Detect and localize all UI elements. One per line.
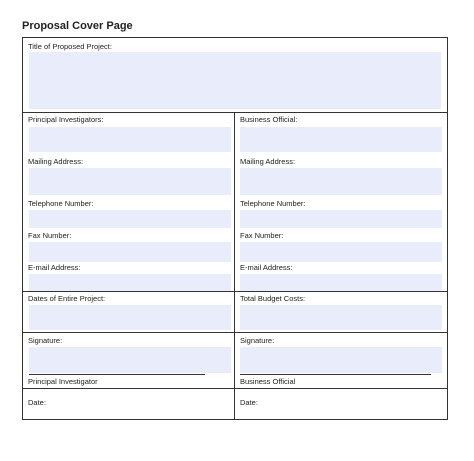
business-official-field[interactable] [240,127,442,152]
bo-date-label: Date: [240,398,258,407]
pi-signer-label: Principal Investigator [28,377,98,386]
column-divider [234,112,235,419]
page-title: Proposal Cover Page [22,20,133,32]
bo-mailing-address-field[interactable] [240,168,442,195]
principal-investigators-label: Principal Investigators: [28,115,104,124]
pi-signature-label: Signature: [28,336,63,345]
business-official-label: Business Official: [240,115,298,124]
pi-date-field[interactable] [53,393,231,415]
proposal-form [22,37,448,420]
bo-email-field[interactable] [240,274,442,291]
bo-telephone-label: Telephone Number: [240,199,306,208]
bo-telephone-field[interactable] [240,210,442,228]
bo-mailing-address-label: Mailing Address: [240,157,296,166]
pi-signature-line [29,374,205,375]
project-title-field[interactable] [29,52,441,109]
section-divider-contacts [23,291,447,292]
bo-fax-field[interactable] [240,242,442,262]
total-budget-field[interactable] [240,305,442,330]
pi-fax-field[interactable] [29,242,231,262]
pi-date-label: Date: [28,398,46,407]
pi-signature-field[interactable] [29,347,231,373]
section-divider-dates [23,332,447,333]
bo-signature-label: Signature: [240,336,275,345]
total-budget-label: Total Budget Costs: [240,294,306,303]
bo-date-field[interactable] [264,393,442,415]
pi-telephone-label: Telephone Number: [28,199,94,208]
bo-email-label: E-mail Address: [240,263,293,272]
bo-signature-field[interactable] [240,347,442,373]
bo-fax-label: Fax Number: [240,231,284,240]
principal-investigators-field[interactable] [29,127,231,152]
bo-signature-line [240,374,431,375]
pi-email-field[interactable] [29,274,231,291]
section-divider-signatures [23,388,447,389]
project-dates-label: Dates of Entire Project: [28,294,106,303]
pi-mailing-address-label: Mailing Address: [28,157,84,166]
pi-telephone-field[interactable] [29,210,231,228]
project-dates-field[interactable] [29,305,231,330]
bo-signer-label: Business Official [240,377,296,386]
section-divider-project [23,112,447,113]
pi-email-label: E-mail Address: [28,263,81,272]
project-title-label: Title of Proposed Project: [28,42,112,51]
pi-mailing-address-field[interactable] [29,168,231,195]
pi-fax-label: Fax Number: [28,231,72,240]
